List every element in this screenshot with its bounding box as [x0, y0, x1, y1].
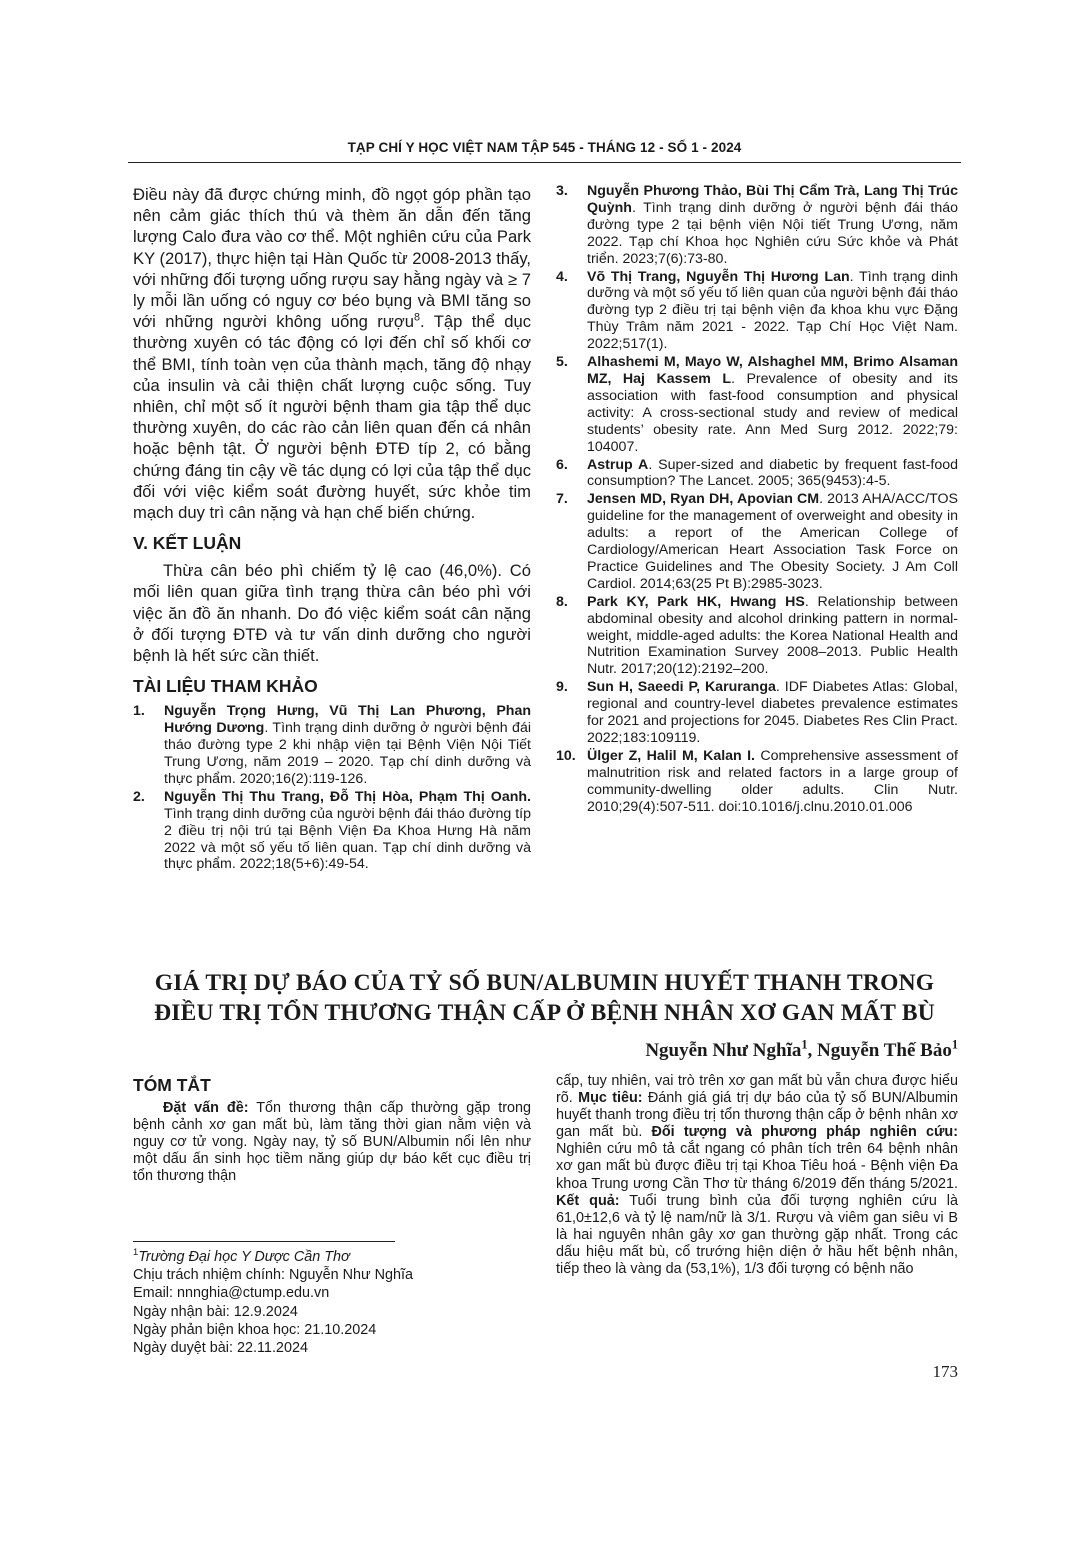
discussion-paragraph	[133, 184, 531, 523]
references-list-left	[133, 703, 531, 873]
reference-item	[556, 457, 958, 491]
reference-text: . Tình trạng dinh dưỡng ở người bệnh đái tháo đường type 2 tại bệnh viện Nội tiết Trung Ương, năm 2022. Tạp chí Khoa học Nghiên cứu Sức khỏe và Phát triển. 2023;7(6):73-80.	[587, 199, 958, 267]
reference-authors: Jensen MD, Ryan DH, Apovian CM	[587, 491, 820, 508]
reference-text: . Tình trạng dinh dưỡng và một số yếu tố liên quan của người bệnh đái tháo đường typ 2 điều trị tại bệnh viện đa khoa khu vực Đặng Thùy Trâm năm 2021 - 2022. Tạp Chí Học Việt Nam. 2022;517(1).	[587, 268, 958, 353]
abstract-label: Kết quả:	[556, 1192, 620, 1209]
affiliation-sup: 1	[133, 1247, 139, 1258]
reference-item	[133, 789, 531, 874]
page-number: 173	[932, 1362, 958, 1381]
affiliation-text: Trường Đại học Y Dược Cần Thơ	[138, 1249, 350, 1265]
email: Email: nnnghia@ctump.edu.vn	[133, 1285, 330, 1302]
abstract-label: Đối tượng và phương pháp nghiên cứu:	[651, 1124, 959, 1141]
reference-authors: Sun H, Saeedi P, Karuranga	[587, 679, 776, 696]
abstract-text: Tuổi trung bình của đối tượng nghiên cứu là 61,0±12,6 và tỷ lệ nam/nữ là 3/1. Rượu và viêm gan siêu vi B là hai nguyên nhân gây xơ gan thường gặp nhất. Trong các dấu hiệu mất bù, cổ trướng hiện diện ở hầu hết bệnh nhân, tiếp theo là vàng da (53,1%), 1/3 đối tượng có bệnh não	[556, 1192, 958, 1278]
reference-text: . Super-sized and diabetic by frequent fast-food consumption? The Lancet. 2005; 365(9453):4-5.	[587, 456, 958, 490]
header-rule	[128, 162, 961, 163]
reference-item	[556, 748, 958, 816]
reference-number: 4.	[556, 268, 568, 285]
reference-number: 6.	[556, 456, 568, 473]
reference-number: 3.	[556, 183, 568, 199]
reference-number: 8.	[556, 593, 568, 610]
citation-sup: 8	[414, 311, 420, 324]
date-reviewed: Ngày phản biện khoa học: 21.10.2024	[133, 1321, 377, 1338]
summary-heading: TÓM TẮT	[133, 1075, 211, 1095]
reference-authors: Alhashemi M, Mayo W, Alshaghel MM, Brimo Alsaman MZ, Haj Kassem L	[587, 354, 958, 387]
abstract-text: Đánh giá giá trị dự báo của tỷ số BUN/Albumin huyết thanh trong điều trị tổn thương thận cấp ở bệnh nhân xơ gan mất bù.	[556, 1090, 959, 1141]
author-name: Nguyễn Thế Bảo	[817, 1040, 952, 1061]
reference-item	[556, 269, 958, 354]
reference-authors: Nguyễn Phương Thảo, Bùi Thị Cẩm Trà, Lang Thị Trúc Quỳnh	[587, 183, 958, 216]
author-separator: ,	[807, 1040, 818, 1061]
article-title-line-1: GIÁ TRỊ DỰ BÁO CỦA TỶ SỐ BUN/ALBUMIN HUYẾT THANH TRONG	[154, 970, 935, 996]
abstract-paragraph	[133, 1100, 531, 1185]
references-list-right	[556, 183, 958, 816]
author-name: Nguyễn Như Nghĩa	[645, 1040, 802, 1061]
article-title	[128, 968, 961, 1028]
article-title-line-2: ĐIỀU TRỊ TỔN THƯƠNG THẬN CẤP Ở BỆNH NHÂN XƠ GAN MẤT BÙ	[154, 1000, 935, 1026]
reference-number: 5.	[556, 354, 568, 371]
conclusion-paragraph: Thừa cân béo phì chiếm tỷ lệ cao (46,0%). Có mối liên quan giữa tình trạng thừa cân béo phì với việc ăn đồ ăn nhanh. Do đó việc kiểm soát cân nặng ở đối tượng ĐTĐ và tư vấn dinh dưỡng cho người bệnh là hết sức cần thiết.	[133, 561, 531, 666]
reference-text: . Prevalence of obesity and its association with fast-food consumption and physical activity: A cross-sectional study and review of medical students’ obesity rate. Ann Med Surg 2012. 2022;79: 104007.	[587, 370, 958, 455]
article-authors	[556, 1037, 958, 1062]
author-affil-sup: 1	[951, 1037, 958, 1052]
abstract-text: Nghiên cứu mô tả cắt ngang có phân tích trên 64 bệnh nhân xơ gan mất bù được điều trị tại Khoa Tiêu hoá - Bệnh viện Đa khoa Trung ương Cần Thơ từ tháng 6/2019 đến tháng 5/2021.	[556, 1141, 958, 1192]
reference-authors: Võ Thị Trang, Nguyễn Thị Hương Lan	[587, 268, 850, 285]
reference-authors: Astrup A	[587, 456, 649, 473]
corresponding-author: Chịu trách nhiệm chính: Nguyễn Như Nghĩa	[133, 1267, 414, 1284]
reference-number: 1.	[133, 703, 145, 720]
reference-authors: Park KY, Park HK, Hwang HS	[587, 593, 805, 610]
reference-authors: Ülger Z, Halil M, Kalan I.	[587, 747, 755, 764]
reference-number: 9.	[556, 679, 568, 696]
reference-authors: Nguyễn Thị Thu Trang, Đỗ Thị Hòa, Phạm Thị Oanh.	[164, 788, 531, 805]
abstract-label: Đặt vấn đề:	[163, 1100, 249, 1116]
reference-item	[556, 491, 958, 592]
abstract-text: Tổn thương thận cấp thường gặp trong bệnh cảnh xơ gan mất bù, làm tăng thời gian nằm viện và nguy cơ tử vong. Ngày nay, tỷ số BUN/Albumin nổi lên như một dấu ấn sinh học tiềm năng giúp dự báo kết cục điều trị tổn thương thận	[133, 1100, 531, 1185]
date-received: Ngày nhận bài: 12.9.2024	[133, 1303, 298, 1320]
abstract-label: Mục tiêu:	[578, 1090, 643, 1107]
abstract-left	[133, 1075, 531, 1185]
reference-text: . Relationship between abdominal obesity and alcohol drinking pattern in normal-weight, middle-aged adults: the Korea National Health and Nutrition Examination Survey 2008–2013. Public Health Nutr. 2017;20(12):2192–200.	[587, 593, 959, 678]
footnote	[133, 1248, 531, 1357]
right-column-top	[556, 184, 958, 817]
reference-authors: Nguyễn Trọng Hưng, Vũ Thị Lan Phương, Phan Hướng Dương	[164, 703, 531, 737]
reference-text: Tình trạng dinh dưỡng của người bệnh đái tháo đường típ 2 điều trị nội trú tại Bệnh Viện Đa Khoa Hưng Hà năm 2022 và một số yếu tố liên quan. Tạp chí dinh dưỡng và thực phẩm. 2022;18(5+6):49-54.	[164, 805, 531, 873]
date-approved: Ngày duyệt bài: 22.11.2024	[133, 1340, 308, 1357]
abstract-paragraph-cont	[556, 1073, 958, 1278]
reference-number: 2.	[133, 788, 145, 805]
abstract-right	[556, 1073, 958, 1278]
reference-text: Comprehensive assessment of malnutrition risk and related factors in a large group of community-dwelling older adults. Clin Nutr. 2010;29(4):507-511. doi:10.1016/j.clnu.2010.01.006	[587, 747, 958, 815]
running-header: TẠP CHÍ Y HỌC VIỆT NAM TẬP 545 - THÁNG 12 - SỐ 1 - 2024	[347, 140, 742, 155]
reference-number: 7.	[556, 491, 568, 508]
left-column-top	[133, 184, 531, 874]
reference-item	[556, 679, 958, 747]
reference-item	[556, 354, 958, 455]
reference-item	[556, 594, 958, 679]
reference-text: . Tình trạng dinh dưỡng ở người bệnh đái tháo đường type 2 khi nhập viện tại Bệnh Viện Nội Tiết Trung Ương, năm 2019 – 2020. Tạp chí dinh dưỡng và thực phẩm. 2020;16(2):119-126.	[164, 720, 531, 787]
reference-text: . IDF Diabetes Atlas: Global, regional and country-level diabetes prevalence estimates for 2021 and projections for 2045. Diabetes Res Clin Pract. 2022;183:109119.	[587, 679, 958, 746]
reference-item	[133, 703, 531, 788]
discussion-text-a: Điều này đã được chứng minh, đồ ngọt góp phần tạo nên cảm giác thích thú và thèm ăn dẫn đến tăng lượng Calo đưa vào cơ thể. Một nghiên cứu của Park KY (2017), thực hiện tại Hàn Quốc từ 2008-2013 thấy, với những đối tượng uống rượu say hằng ngày và ≥ 7 ly mỗi lần uống có nguy cơ béo bụng và BMI tăng so với những người không uống rượu	[133, 185, 531, 332]
footnote-rule	[133, 1241, 395, 1242]
reference-text: . 2013 AHA/ACC/TOS guideline for the management of overweight and obesity in adults: a report of the American College of Cardiology/American Heart Association Task Force on Practice Guidelines and The Obesity Society. J Am Coll Cardiol. 2014;63(25 Pt B):2985-3023.	[587, 491, 958, 592]
affiliation	[133, 1248, 531, 1266]
conclusion-heading: V. KẾT LUẬN	[133, 533, 242, 554]
abstract-text: cấp, tuy nhiên, vai trò trên xơ gan mất bù vẫn chưa được hiểu rõ.	[556, 1073, 958, 1107]
reference-item	[556, 183, 958, 268]
references-heading: TÀI LIỆU THAM KHẢO	[133, 676, 318, 697]
reference-number: 10.	[556, 747, 576, 764]
author-affil-sup: 1	[801, 1037, 808, 1052]
discussion-text-b: . Tập thể dục thường xuyên có tác động có lợi đến chỉ số khối cơ thể BMI, tính toàn vẹn của thành mạch, tăng độ nhạy của insulin và cải thiện chất lượng cuộc sống. Tuy nhiên, chỉ một số ít người bệnh tham gia tập thể dục thường xuyên, do các rào cản liên quan đến cá nhân hoặc bệnh tật. Ở người bệnh ĐTĐ típ 2, có bằng chứng đáng tin cậy về tác dụng có lợi của tập thể dục đối với việc kiểm soát đường huyết, sức khỏe tim mạch duy trì cân nặng và hạn chế biến chứng.	[133, 312, 531, 523]
